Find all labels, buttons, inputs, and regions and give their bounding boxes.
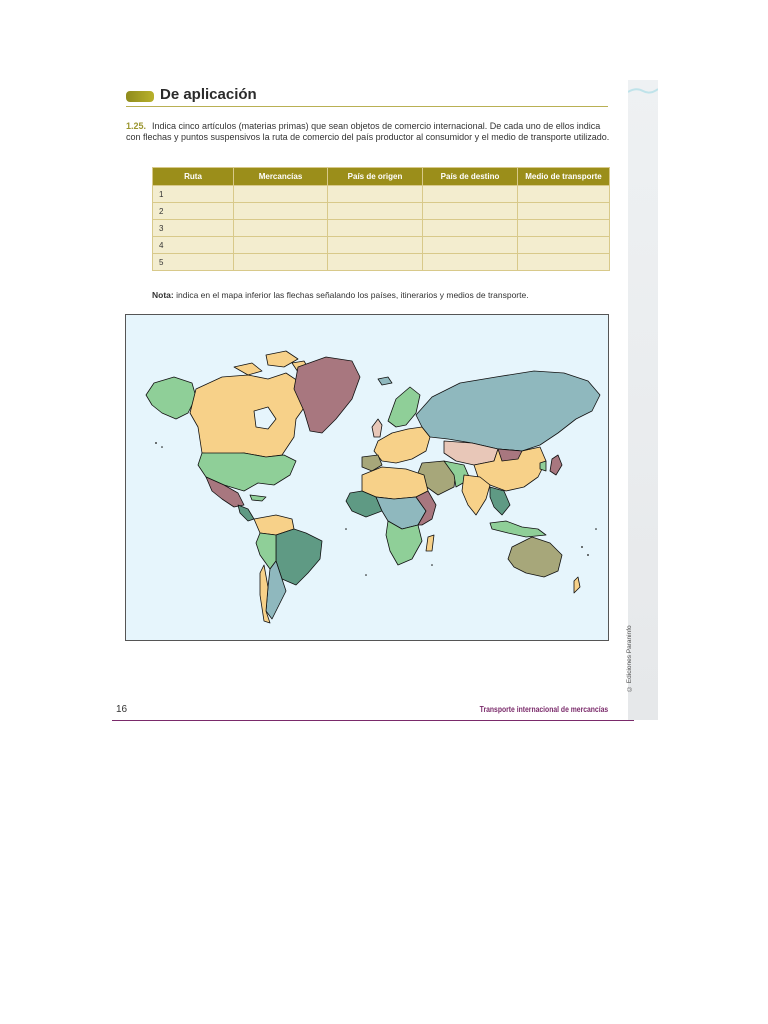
- iceland-shape: [378, 377, 392, 385]
- column-header-pais-destino: País de destino: [423, 168, 518, 186]
- page-number: 16: [116, 704, 128, 715]
- goods-cell[interactable]: [234, 254, 328, 271]
- destination-cell[interactable]: [423, 254, 518, 271]
- scandinavia-shape: [388, 387, 420, 427]
- exercise-text: Indica cinco artículos (materias primas) que sean objetos de comercio internacional. De cada uno de ellos indica con flechas y puntos suspensivos la ruta de comercio del país productor al consumidor y el medio de transporte utilizado.: [126, 121, 610, 142]
- publisher-credit: © Ediciones Paraninfo: [626, 625, 633, 692]
- madagascar-shape: [426, 535, 434, 551]
- transport-cell[interactable]: [518, 220, 610, 237]
- korea-shape: [540, 461, 546, 471]
- origin-cell[interactable]: [328, 237, 423, 254]
- column-header-ruta: Ruta: [153, 168, 234, 186]
- peru-bolivia-shape: [256, 533, 276, 569]
- section-title: De aplicación: [160, 86, 257, 103]
- route-number: 1: [153, 186, 234, 203]
- canada-shape: [190, 373, 306, 457]
- cuba-shape: [250, 495, 266, 501]
- column-header-pais-origen: País de origen: [328, 168, 423, 186]
- route-number: 5: [153, 254, 234, 271]
- table-row: [153, 237, 610, 254]
- route-number: 4: [153, 237, 234, 254]
- page-edge-strip: [628, 80, 658, 720]
- alaska-shape: [146, 377, 196, 419]
- goods-cell[interactable]: [234, 186, 328, 203]
- transport-cell[interactable]: [518, 186, 610, 203]
- brazil-shape: [276, 529, 322, 585]
- transport-cell[interactable]: [518, 203, 610, 220]
- table-header-row: [153, 168, 610, 186]
- note-text: indica en el mapa inferior las flechas señalando los países, itinerarios y medios de transporte.: [176, 290, 529, 300]
- destination-cell[interactable]: [423, 220, 518, 237]
- goods-cell[interactable]: [234, 220, 328, 237]
- footer-rule: [112, 720, 634, 721]
- destination-cell[interactable]: [423, 186, 518, 203]
- world-map[interactable]: [125, 314, 609, 641]
- note-label: Nota:: [152, 290, 174, 300]
- routes-table: [152, 167, 610, 271]
- origin-cell[interactable]: [328, 186, 423, 203]
- origin-cell[interactable]: [328, 254, 423, 271]
- transport-cell[interactable]: [518, 254, 610, 271]
- destination-cell[interactable]: [423, 203, 518, 220]
- central-america-shape: [238, 505, 254, 521]
- new-zealand-shape: [574, 577, 580, 593]
- greenland-shape: [294, 357, 360, 433]
- exercise-statement: [126, 121, 612, 143]
- goods-cell[interactable]: [234, 237, 328, 254]
- route-number: 3: [153, 220, 234, 237]
- origin-cell[interactable]: [328, 203, 423, 220]
- indonesia-shape: [490, 521, 546, 537]
- australia-shape: [508, 537, 562, 577]
- table-row: [153, 254, 610, 271]
- southeast-asia-shape: [490, 487, 510, 515]
- transport-cell[interactable]: [518, 237, 610, 254]
- section-pill-icon: [126, 91, 154, 102]
- column-header-mercancias: Mercancías: [234, 168, 328, 186]
- russia-shape: [416, 371, 600, 451]
- footer-title: Transporte internacional de mercancías: [479, 705, 608, 714]
- destination-cell[interactable]: [423, 237, 518, 254]
- column-header-medio-transporte: Medio de transporte: [518, 168, 610, 186]
- section-rule: [126, 106, 608, 107]
- table-row: [153, 220, 610, 237]
- uk-shape: [372, 419, 382, 437]
- japan-shape: [550, 455, 562, 475]
- origin-cell[interactable]: [328, 220, 423, 237]
- section-header: [126, 86, 608, 108]
- route-number: 2: [153, 203, 234, 220]
- europe-shape: [374, 427, 430, 463]
- world-map-svg: [126, 315, 608, 640]
- goods-cell[interactable]: [234, 203, 328, 220]
- table-row: [153, 186, 610, 203]
- table-row: [153, 203, 610, 220]
- exercise-number: 1.25.: [126, 121, 147, 131]
- note: [152, 290, 529, 300]
- swoosh-decoration: [628, 86, 658, 96]
